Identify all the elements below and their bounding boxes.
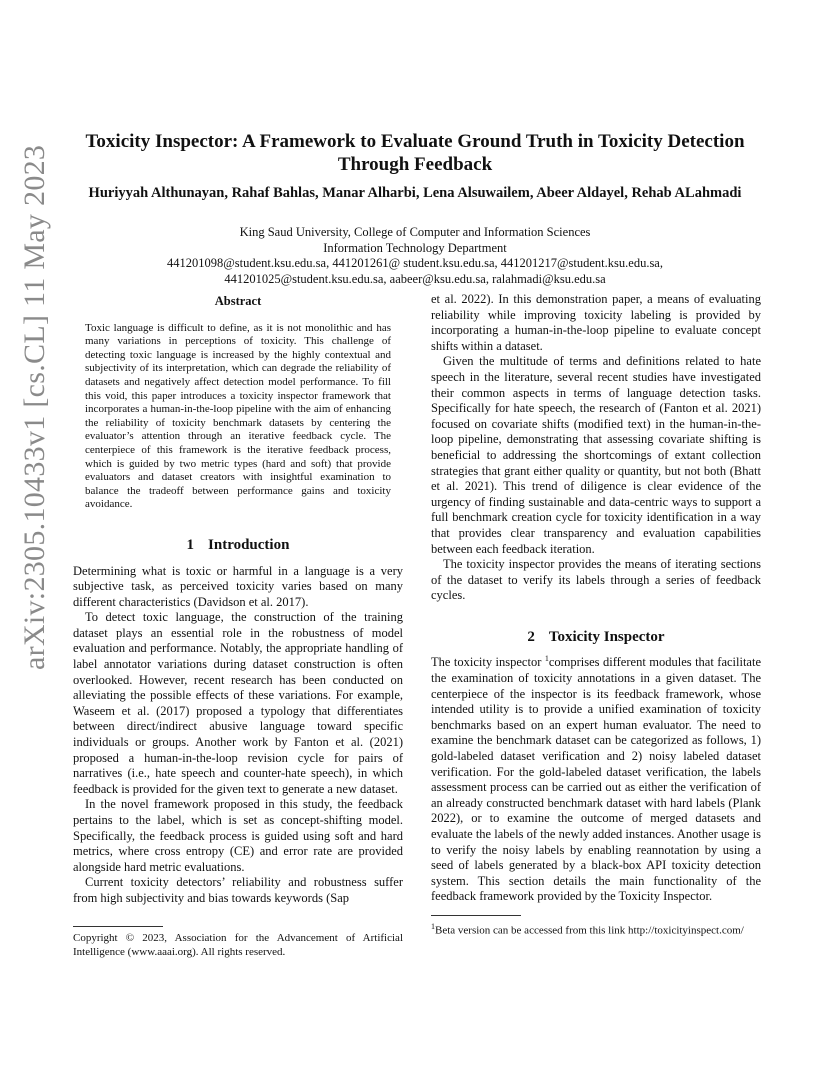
section-title: Toxicity Inspector xyxy=(548,628,665,645)
arxiv-identifier: arXiv:2305.10433v1 [cs.CL] 11 May 2023 xyxy=(18,144,51,670)
abstract-heading: Abstract xyxy=(214,294,262,308)
paragraph-rest: comprises different modules that facilitate the examination of toxicity annotations in a given dataset. The centerpiece of the inspector is its feedback framework, whose intended utility is to provide a unified examination of toxicity benchmarks based on an expert human evaluator. The need to examine the benchmark dataset can be categorized as follows, 1) gold-labeled dataset verification and 2) noisy labeled dataset verification. For the gold-labeled dataset verification, the labels assessment process can be carried out as either the verification of an already constructed benchmark dataset with hard labels (Plank 2022), or to examine the outcome of merged datasets and evaluate the labels of the newly added instances. Another usage is to verify the noisy labels by enabling reannotation by using a seed of labels generated by a black-box API toxicity detection system. This section details the main functionality of the feedback framework provided by the Toxicity Inspector. xyxy=(431,655,762,904)
footnote-marker: 1 xyxy=(544,654,549,664)
affiliation-department: Information Technology Department xyxy=(323,240,507,255)
toxicity-inspector-heading xyxy=(431,630,761,646)
abstract-text: Toxic language is difficult to define, as it is not monolithic and has many variations in perceptions of toxicity. This challenge of detecting toxic language is increased by the highly contextual and subjectivity of its interpretation, which can degrade the reliability of datasets and negatively affect detection model performance. To fill this void, this paper introduces a toxicity inspector framework that incorporates a human-in-the-loop pipeline with the aim of enhancing the reliability of toxicity benchmark datasets by centering the evaluator’s attention through an iterative feedback cycle. The centerpiece of this framework is the iterative feedback process, which is guided by two metric types (hard and soft) that provide evaluators and dataset creators with insightful examination to balance the tradeoff between performance gains and toxicity avoidance. xyxy=(85,321,391,511)
affiliation-emails-2: 441201025@student.ksu.edu.sa, aabeer@ksu.edu.sa, ralahmadi@ksu.edu.sa xyxy=(224,271,606,286)
introduction-heading xyxy=(73,538,403,554)
copyright-text: Copyright © 2023, Association for the Advancement of Artificial Intelligence (www.aaai.org). All rights reserved. xyxy=(73,932,403,958)
paragraph: To detect toxic language, the construction of the training dataset plays an essential role in the robustness of model evaluation and performance. Notably, the appropriate handling of label annotator variations during dataset construction is often overlooked. However, recent research has been conducted on alleviating the possible effects of these variations. For example, Waseem et al. (2017) proposed a typology that differentiates between direct/indirect abusive language toward specific individuals or groups. Another work by Fanton et al. (2021) proposed a human-in-the-loop revision cycle for pairs of narratives (i.e., hate speech and counter-hate speech), in which feedback is provided for the given text to generate a new dataset. xyxy=(73,610,403,796)
section-number: 1 xyxy=(186,536,195,553)
author-list: Huriyyah Althunayan, Rahaf Bahlas, Manar Alharbi, Lena Alsuwailem, Abeer Aldayel, Rehab ALahmadi xyxy=(88,185,742,201)
affiliation-block xyxy=(70,225,760,287)
paragraph: Determining what is toxic or harmful in a language is a very subjective task, as perceived toxicity varies based on many different characteristics (Davidson et al. 2017). xyxy=(73,563,403,609)
paragraph: et al. 2022). In this demonstration paper, a means of evaluating reliability while improving toxicity labeling is provided by incorporating a human-in-the-loop pipeline to evaluate concept shifts within a dataset. xyxy=(431,292,761,353)
paragraph: Given the multitude of terms and definitions related to hate speech in the literature, several recent studies have investigated their common aspects in terms of language detection tasks. Specifically for hate speech, the research of (Fanton et al. 2021) focused on covariate shifts (modified text) in the human-in-the-loop pipeline, demonstrating that assessing covariate shifting is beneficial to addressing the shortcomings of extant collection strategies that grant either quality or quantity, but not both (Bhatt et al. 2021). This trend of diligence is clear evidence of the urgency of finding sustainable and data-centric ways to support a full benchmark creation cycle for toxicity identification in a way that provides clear transparency and evaluation capabilities between each feedback iteration. xyxy=(431,354,761,556)
paragraph: The toxicity inspector provides the means of iterating sections of the dataset to verify its labels through a series of feedback cycles. xyxy=(431,557,761,603)
footnote-text: Beta version can be accessed from this link http://toxicityinspect.com/ xyxy=(435,924,744,937)
footnote xyxy=(431,920,761,938)
section-number: 2 xyxy=(527,628,535,645)
footnote-number: 1 xyxy=(431,921,435,931)
copyright-divider xyxy=(73,926,163,927)
paragraph xyxy=(431,655,761,905)
right-column xyxy=(431,292,761,938)
left-column xyxy=(73,292,403,907)
paragraph-start: The toxicity inspector xyxy=(431,655,545,670)
section-title: Introduction xyxy=(208,536,290,553)
footnote-divider xyxy=(431,915,521,916)
affiliation-emails-1: 441201098@student.ksu.edu.sa, 441201261@ student.ksu.edu.sa, 441201217@student.ksu.edu.sa, xyxy=(167,256,663,270)
copyright-notice xyxy=(73,926,403,959)
paragraph: In the novel framework proposed in this study, the feedback pertains to the label, which is set as concept-shifting model. Specifically, the feedback process is guided using soft and hard metrics, where cross entropy (CE) and error rate are provided alongside hard metric evaluations. xyxy=(73,797,403,874)
paper-title: Toxicity Inspector: A Framework to Evaluate Ground Truth in Toxicity Detection Through Feedback xyxy=(85,131,745,175)
affiliation-institution: King Saud University, College of Computer and Information Sciences xyxy=(239,225,591,239)
paragraph: Current toxicity detectors’ reliability and robustness suffer from high subjectivity and bias towards keywords (Sap xyxy=(73,875,403,905)
